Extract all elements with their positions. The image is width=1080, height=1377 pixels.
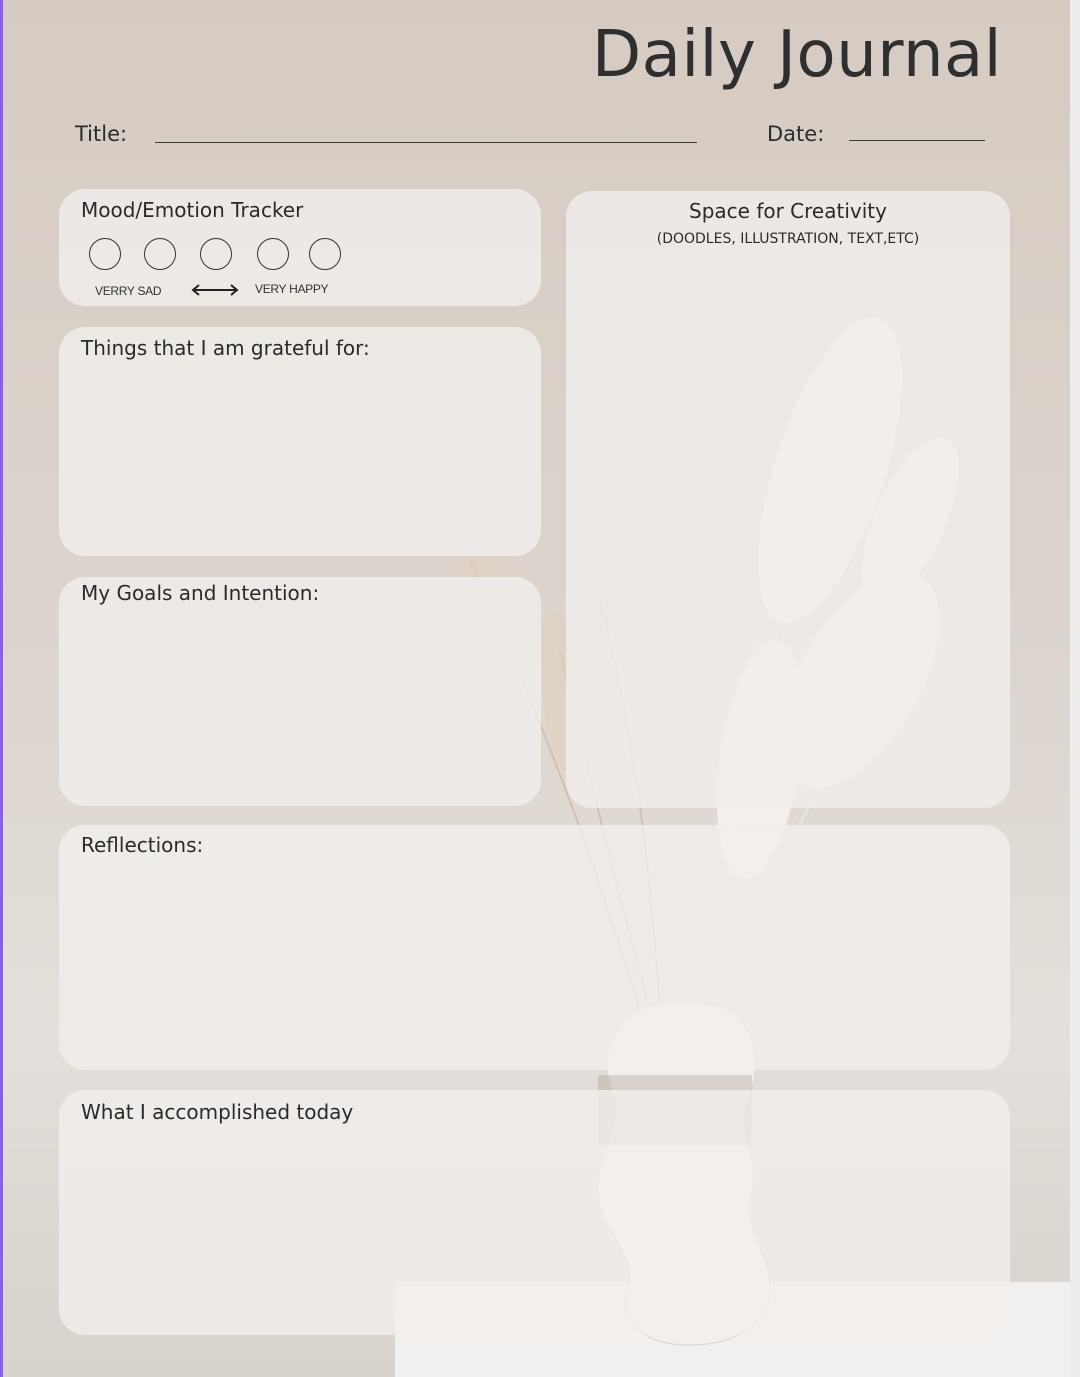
- creativity-card[interactable]: [566, 191, 1010, 808]
- mood-tracker-label: Mood/Emotion Tracker: [81, 198, 304, 222]
- accomplished-label: What I accomplished today: [81, 1100, 354, 1124]
- mood-option-5[interactable]: [309, 238, 341, 270]
- title-label: Title:: [75, 122, 128, 146]
- goals-label: My Goals and Intention:: [81, 581, 320, 605]
- mood-tracker-card: [59, 189, 541, 306]
- page-title: Daily Journal: [591, 18, 1002, 92]
- mood-option-2[interactable]: [144, 238, 176, 270]
- goals-card[interactable]: [59, 577, 541, 806]
- double-arrow-icon: [190, 283, 240, 297]
- creativity-sublabel: (DOODLES, ILLUSTRATION, TEXT,ETC): [656, 231, 920, 247]
- title-field-line[interactable]: [155, 142, 697, 143]
- mood-option-3[interactable]: [200, 238, 232, 270]
- mood-option-1[interactable]: [89, 238, 121, 270]
- grateful-label: Things that I am grateful for:: [81, 336, 370, 360]
- date-field-line[interactable]: [849, 140, 985, 141]
- accomplished-card[interactable]: [59, 1090, 1010, 1335]
- reflections-card[interactable]: [59, 825, 1010, 1070]
- grateful-card[interactable]: [59, 327, 541, 556]
- mood-high-label: VERY HAPPY: [255, 282, 329, 296]
- mood-option-4[interactable]: [257, 238, 289, 270]
- date-label: Date:: [767, 122, 825, 146]
- mood-low-label: VERRY SAD: [95, 284, 162, 298]
- creativity-label: Space for Creativity: [689, 199, 887, 223]
- reflections-label: Refllections:: [81, 833, 204, 857]
